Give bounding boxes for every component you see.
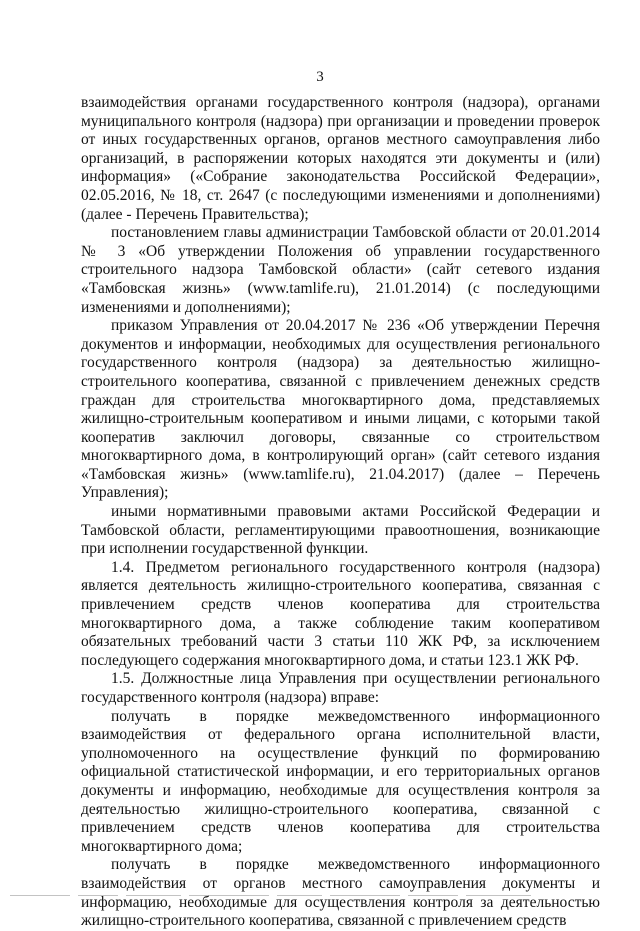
paragraph-department-order: приказом Управления от 20.04.2017 № 236 «Об утверждении Перечня документов и информации, необходимых для осуществления регионального государственного контроля (надзора) за деятельностью жилищно-строительного кооператива, связанной с привлечением денежных средств граждан для строительства многоквартирного дома, представляемых жилищно-строительным кооперативом и иными лицами, с которыми такой кооператив заключил договоры, связанные со строительством многоквартирного дома, в контролирующий орган» (сайт сетевого издания «Тамбовская жизнь» (www.tamlife.ru), 21.04.2017) (далее – Перечень Управления); xyxy=(81,317,600,502)
paragraph-right-local-government: получать в порядке межведомственного информационного взаимодействия от органов местного самоуправления документы и информацию, необходимые для осуществления контроля за деятельностью жилищно-строительного кооператива, связанной с привлечением средств xyxy=(81,856,600,930)
paragraph-governor-resolution: постановлением главы администрации Тамбовской области от 20.01.2014 № 3 «Об утверждении Положения об управлении государственного строительного надзора Тамбовской области» (сайт сетевого издания «Тамбовская жизнь» (www.tamlife.ru), 21.01.2014) (с последующими изменениями и дополнениями); xyxy=(81,224,600,316)
paragraph-1-4: 1.4. Предметом регионального государственного контроля (надзора) является деятельность жилищно-строительного кооператива, связанная с привлечением средств членов кооператива для строительства многоквартирного дома, а также соблюдение таким кооперативом обязательных требований части 3 статьи 110 ЖК РФ, за исключением последующего содержания многоквартирного дома, и статьи 123.1 ЖК РФ. xyxy=(81,558,600,669)
paragraph-other-acts: иными нормативными правовыми актами Российской Федерации и Тамбовской области, регламентирующими правоотношения, возникающие при исполнении государственной функции. xyxy=(81,503,600,558)
paragraph-1-5: 1.5. Должностные лица Управления при осуществлении регионального государственного контроля (надзора) вправе: xyxy=(81,670,600,706)
paragraph-right-statistics: получать в порядке межведомственного информационного взаимодействия от федерального органа исполнительной власти, уполномоченного на осуществление функций по формированию официальной статистической информации, и его территориальных органов документы и информацию, необходимые для осуществления контроля за деятельностью жилищно-строительного кооператива, связанной с привлечением средств членов кооператива для строительства многоквартирного дома; xyxy=(81,707,600,855)
paragraph-continuation: взаимодействия органами государственного контроля (надзора), органами муниципального контроля (надзора) при организации и проведении проверок от иных государственных органов, органов местного самоуправления либо организаций, в распоряжении которых находятся эти документы и (или) информация» («Собрание законодательства Российской Федерации», 02.05.2016, № 18, ст. 2647 (с последующими изменениями и дополнениями) (далее - Перечень Правительства); xyxy=(81,94,600,223)
document-body xyxy=(81,94,600,931)
scan-artifact-lines xyxy=(0,889,640,905)
page-number: 3 xyxy=(316,69,324,85)
